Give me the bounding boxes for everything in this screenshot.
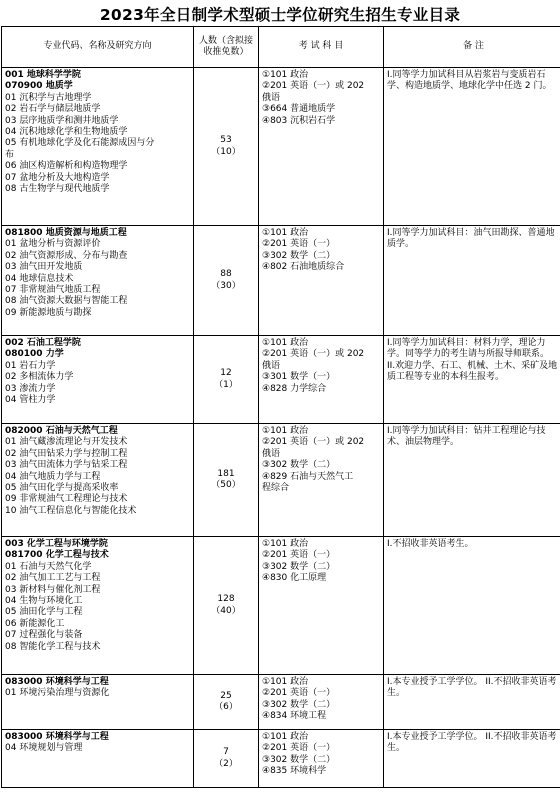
enrollment-cell <box>194 336 259 424</box>
enrollment-count: 88 <box>220 269 232 280</box>
exam-subject: ③302 数学（二） <box>262 561 336 572</box>
research-direction: 04 环境规划与管理 <box>5 743 83 754</box>
enrollment-count: 128 <box>217 594 235 605</box>
header-exam-subjects: 考 试 科 目 <box>259 27 384 68</box>
exam-subject: ③302 数学（二） <box>262 699 336 710</box>
exam-subject: ①101 政治 <box>262 539 309 549</box>
header-remarks: 备 注 <box>384 27 560 68</box>
major-heading: 080100 力学 <box>5 349 64 360</box>
exam-subject: ①101 政治 <box>262 338 309 348</box>
research-direction: 04 沉积地球化学和生物地质学 <box>5 127 128 138</box>
research-direction: 08 油气资源大数据与智能工程 <box>5 296 128 307</box>
exam-subject: ②201 英语（一）或 202 <box>262 81 365 92</box>
exam-subjects-cell <box>259 675 384 730</box>
remarks-cell: I.同等学力加试科目：钻井工程理论与技术、油层物理学。 <box>384 424 560 537</box>
enrollment-cell <box>194 424 259 537</box>
table-row <box>2 68 560 226</box>
exam-subject: 俄语 <box>262 448 281 459</box>
recommended-count: （50） <box>211 480 241 490</box>
research-direction: 02 油气田钻采力学与控制工程 <box>5 448 128 459</box>
research-direction: 03 油气田开发地质 <box>5 262 83 273</box>
major-heading: 003 化学工程与环境学院 <box>5 539 108 549</box>
catalog-table <box>1 26 560 788</box>
research-direction: 05 油气田化学与提高采收率 <box>5 483 119 494</box>
major-cell <box>2 336 194 424</box>
exam-subject: ②201 英语（一） <box>262 743 336 754</box>
research-direction: 04 地球信息技术 <box>5 273 74 284</box>
research-direction: 02 岩石学与储层地质学 <box>5 104 101 115</box>
research-direction: 01 岩石力学 <box>5 360 56 371</box>
exam-subjects-cell <box>259 226 384 336</box>
exam-subject: ①101 政治 <box>262 228 309 238</box>
remarks-cell: I.本专业授予工学学位。 II.不招收非英语考生。 <box>384 675 560 730</box>
enrollment-cell <box>194 68 259 226</box>
table-row <box>2 336 560 424</box>
recommended-count: （40） <box>211 605 241 616</box>
research-direction: 02 油气资源形成、分布与勘查 <box>5 250 128 261</box>
major-heading: 070900 地质学 <box>5 81 73 92</box>
research-direction: 04 油气地质力学与工程 <box>5 471 101 482</box>
major-heading: 083000 环境科学与工程 <box>5 677 109 687</box>
recommended-count: （6） <box>214 702 238 712</box>
research-direction: 07 过程强化与装备 <box>5 630 83 641</box>
remarks-cell: I.不招收非英语考生。 <box>384 537 560 675</box>
exam-subjects-cell <box>259 336 384 424</box>
exam-subject: 俄语 <box>262 92 281 103</box>
research-direction: 05 有机地球化学及化石能源成因与分 <box>5 138 155 149</box>
exam-subject: ③302 数学（二） <box>262 460 336 471</box>
exam-subjects-cell <box>259 537 384 675</box>
exam-subject: ①101 政治 <box>262 426 309 436</box>
research-direction: 09 非常规油气工程理论与技术 <box>5 494 128 505</box>
enrollment-count: 25 <box>220 690 232 701</box>
exam-subject: ②201 英语（一） <box>262 550 336 561</box>
research-direction: 05 油田化学与工程 <box>5 607 83 618</box>
major-heading: 081800 地质资源与地质工程 <box>5 228 127 238</box>
research-direction: 01 沉积学与古地理学 <box>5 92 92 103</box>
exam-subject: 俄语 <box>262 360 281 371</box>
exam-subject: ③301 数学（一） <box>262 372 336 383</box>
exam-subject: ④835 环境科学 <box>262 766 327 777</box>
research-direction: 07 非常规油气地质工程 <box>5 285 101 296</box>
major-cell <box>2 675 194 730</box>
exam-subjects-cell <box>259 68 384 226</box>
exam-subject: ③302 数学（二） <box>262 754 336 765</box>
table-row <box>2 226 560 336</box>
exam-subject: 程综合 <box>262 483 290 494</box>
major-heading: 001 地球科学学院 <box>5 70 81 80</box>
remarks-cell: I.同等学力加试科目从岩浆岩与变质岩石学、构造地质学、地球化学中任选 2 门。 <box>384 68 560 226</box>
major-heading: 083000 环境科学与工程 <box>5 732 109 742</box>
table-body <box>2 68 560 788</box>
major-cell <box>2 537 194 675</box>
enrollment-count: 53 <box>220 135 232 146</box>
research-direction: 08 智能化学工程与技术 <box>5 641 101 652</box>
research-direction: 04 管柱力学 <box>5 395 56 406</box>
research-direction: 01 油气藏渗流理论与开发技术 <box>5 437 128 448</box>
remarks-cell: I.本专业授予工学学位。 II.不招收非英语考生。 <box>384 730 560 788</box>
research-direction: 02 油气加工工艺与工程 <box>5 573 101 584</box>
table-row <box>2 537 560 675</box>
exam-subjects-cell <box>259 730 384 788</box>
exam-subject: ①101 政治 <box>262 70 309 80</box>
research-direction: 03 油气田流体力学与钻采工程 <box>5 460 128 471</box>
research-direction: 03 新材料与催化剂工程 <box>5 584 101 595</box>
research-direction: 01 盆地分析与资源评价 <box>5 239 101 250</box>
enrollment-cell <box>194 226 259 336</box>
enrollment-cell <box>194 675 259 730</box>
exam-subject: ②201 英语（一）或 202 <box>262 437 365 448</box>
enrollment-count: 7 <box>223 747 229 758</box>
table-header-row <box>2 27 560 68</box>
recommended-count: （10） <box>211 146 241 157</box>
exam-subject: ②201 英语（一） <box>262 239 336 250</box>
major-cell <box>2 226 194 336</box>
major-cell <box>2 730 194 788</box>
research-direction: 02 多相流体力学 <box>5 372 74 383</box>
research-direction: 01 石油与天然气化学 <box>5 561 92 572</box>
major-heading: 082000 石油与天然气工程 <box>5 426 118 436</box>
exam-subject: ③302 数学（二） <box>262 250 336 261</box>
remarks-cell: I.同等学力加试科目：油气田勘探、普通地质学。 <box>384 226 560 336</box>
research-direction: 03 层序地质学和测井地质学 <box>5 115 119 126</box>
exam-subjects-cell <box>259 424 384 537</box>
major-heading: 002 石油工程学院 <box>5 338 81 348</box>
research-direction: 03 渗流力学 <box>5 383 56 394</box>
recommended-count: （1） <box>214 379 238 390</box>
table-row <box>2 730 560 788</box>
exam-subject: ④828 力学综合 <box>262 383 327 394</box>
header-count: 人数（含拟接收推免数） <box>194 27 259 68</box>
research-direction: 08 古生物学与现代地质学 <box>5 184 110 195</box>
research-direction: 04 生物与环境化工 <box>5 596 83 607</box>
exam-subject: ④802 石油地质综合 <box>262 262 345 273</box>
page-title: 2023年全日制学术型硕士学位研究生招生专业目录 <box>99 6 461 24</box>
table-row <box>2 424 560 537</box>
exam-subject: ④829 石油与天然气工 <box>262 471 354 482</box>
exam-subject: ②201 英语（一）或 202 <box>262 349 365 360</box>
enrollment-cell <box>194 537 259 675</box>
exam-subject: ①101 政治 <box>262 732 309 742</box>
remarks-cell: I.同等学力加试科目：材料力学，理论力学。同等学力的考生请与所报导师联系。 II.欢迎力学、石工、机械、土木、采矿及地质工程等专业的本科生报考。 <box>384 336 560 424</box>
enrollment-count: 181 <box>217 468 235 479</box>
research-direction: 09 新能源地质与勘探 <box>5 307 92 318</box>
recommended-count: （30） <box>211 280 241 291</box>
major-cell <box>2 424 194 537</box>
header-major: 专业代码、名称及研究方向 <box>2 27 194 68</box>
research-direction: 布 <box>5 149 15 160</box>
exam-subject: ②201 英语（一） <box>262 688 336 699</box>
research-direction: 07 盆地分析及大地构造学 <box>5 172 110 183</box>
major-cell <box>2 68 194 226</box>
exam-subject: ①101 政治 <box>262 677 309 687</box>
exam-subject: ④803 沉积岩石学 <box>262 115 336 126</box>
research-direction: 10 油气工程信息化与智能化技术 <box>5 505 137 516</box>
recommended-count: （2） <box>214 758 238 769</box>
enrollment-count: 12 <box>220 368 232 379</box>
exam-subject: ③664 普通地质学 <box>262 104 336 115</box>
research-direction: 06 新能源化工 <box>5 618 65 629</box>
exam-subject: ④834 环境工程 <box>262 711 327 722</box>
research-direction: 06 油区构造解析和构造物理学 <box>5 161 128 172</box>
research-direction: 01 环境污染治理与资源化 <box>5 688 110 699</box>
enrollment-cell <box>194 730 259 788</box>
table-row <box>2 675 560 730</box>
major-heading: 081700 化学工程与技术 <box>5 550 109 561</box>
exam-subject: ④830 化工原理 <box>262 573 327 584</box>
